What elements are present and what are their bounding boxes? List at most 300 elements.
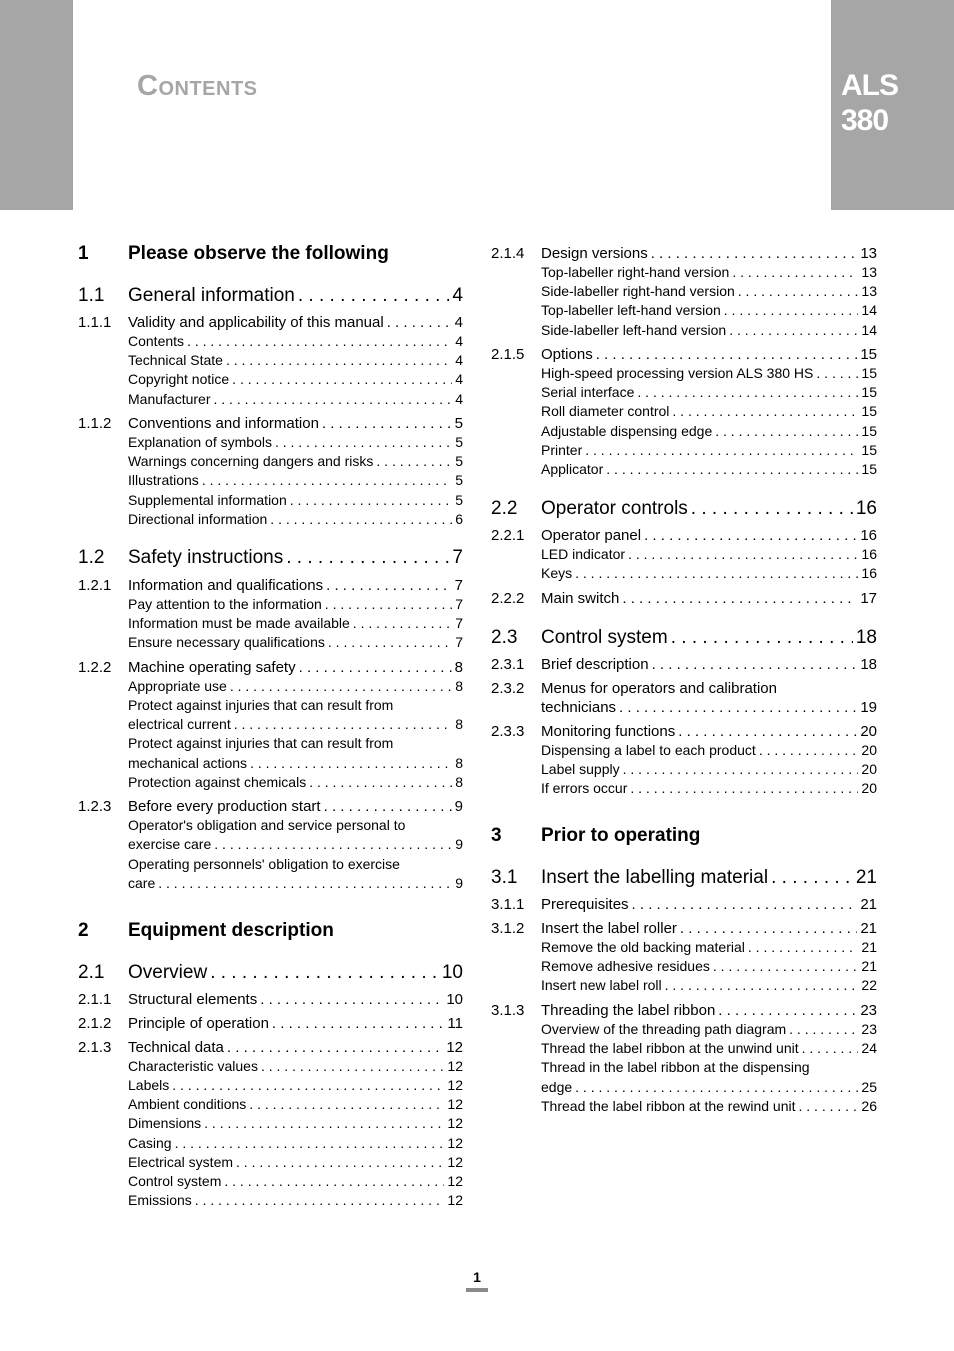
toc-leader-dots <box>771 867 853 888</box>
toc-entry <box>78 371 463 389</box>
toc-number: 2.1.1 <box>78 990 112 1008</box>
toc-title: General information <box>128 285 295 307</box>
toc-title: Protect against injuries that can result from <box>128 697 394 714</box>
toc-entry <box>491 565 877 583</box>
toc-title: Overview <box>128 962 208 984</box>
toc-line <box>128 314 463 331</box>
toc-line <box>541 939 877 955</box>
toc-line <box>128 798 463 815</box>
toc-entry <box>491 423 877 441</box>
toc-leader-dots <box>226 352 452 368</box>
toc-section <box>491 627 877 650</box>
model-line-2: 380 <box>841 104 889 137</box>
toc-entry <box>491 699 877 718</box>
toc-page: 7 <box>455 615 463 632</box>
toc-page: 15 <box>860 345 877 363</box>
page-title: CONTENTS <box>137 70 258 102</box>
toc-page: 9 <box>455 875 463 892</box>
model-name <box>841 68 898 138</box>
toc-line <box>128 991 463 1008</box>
toc-title: Keys <box>541 565 573 582</box>
toc-line <box>541 977 877 993</box>
toc-title: Insert new label roll <box>541 977 662 994</box>
toc-line <box>128 1039 463 1056</box>
toc-title: Side-labeller left-hand version <box>541 322 727 339</box>
toc-line <box>541 1079 877 1095</box>
toc-leader-dots <box>195 1192 445 1208</box>
toc-entry <box>78 314 463 333</box>
toc-line <box>541 527 877 544</box>
toc-entry <box>78 817 463 835</box>
toc-title: Directional information <box>128 511 268 528</box>
toc-number: 2.3.2 <box>491 679 525 697</box>
toc-entry <box>491 656 877 675</box>
toc-title: Ensure necessary qualifications <box>128 634 325 651</box>
toc-title: Emissions <box>128 1192 192 1209</box>
toc-entry <box>78 755 463 773</box>
toc-leader-dots <box>204 1115 444 1131</box>
toc-line <box>128 596 463 612</box>
toc-number: 1.2.3 <box>78 797 112 815</box>
toc-leader-dots <box>748 939 859 955</box>
toc-title: Adjustable dispensing edge <box>541 423 713 440</box>
toc-leader-dots <box>175 1135 445 1151</box>
toc-leader-dots <box>715 423 858 439</box>
toc-entry <box>491 920 877 939</box>
toc-chapter <box>78 243 463 266</box>
toc-entry <box>491 1098 877 1116</box>
toc-leader-dots <box>619 699 857 716</box>
toc-leader-dots <box>729 322 858 338</box>
toc-leader-dots <box>286 547 449 568</box>
toc-leader-dots <box>623 761 859 777</box>
toc-entry <box>491 365 877 383</box>
toc-entry <box>491 384 877 402</box>
toc-page: 5 <box>455 434 463 451</box>
toc-entry <box>78 511 463 529</box>
toc-page: 4 <box>455 333 463 350</box>
toc-title: Top-labeller left-hand version <box>541 302 721 319</box>
toc-leader-dots <box>732 264 858 280</box>
toc-title: Prerequisites <box>541 895 629 913</box>
toc-entry <box>78 659 463 678</box>
toc-title: Copyright notice <box>128 371 230 388</box>
toc-leader-dots <box>680 920 857 937</box>
toc-number: 2.2.1 <box>491 526 525 544</box>
toc-line <box>541 384 877 400</box>
toc-title: Insert the labelling material <box>541 867 769 889</box>
toc-page: 8 <box>455 678 463 695</box>
toc-page: 17 <box>860 589 877 607</box>
toc-leader-dots <box>802 1040 859 1056</box>
toc-leader-dots <box>210 962 439 983</box>
toc-page: 10 <box>446 990 463 1008</box>
toc-page: 7 <box>452 547 463 569</box>
toc-page: 21 <box>861 958 877 975</box>
toc-line <box>128 285 463 306</box>
toc-leader-dots <box>652 656 858 673</box>
toc-page: 7 <box>455 634 463 651</box>
toc-line <box>128 453 463 469</box>
toc-leader-dots <box>249 1096 444 1112</box>
toc-leader-dots <box>665 977 859 993</box>
toc-entry <box>491 680 877 699</box>
toc-title: Warnings concerning dangers and risks <box>128 453 374 470</box>
toc-line <box>128 1154 463 1170</box>
toc-leader-dots <box>232 371 452 387</box>
toc-page: 21 <box>855 867 877 889</box>
toc-title: Prior to operating <box>541 825 701 847</box>
toc-entry <box>491 403 877 421</box>
toc-chapter <box>491 825 877 848</box>
toc-title: Dispensing a label to each product <box>541 742 756 759</box>
toc-page: 5 <box>454 414 463 432</box>
toc-number: 3 <box>491 825 502 847</box>
toc-line <box>128 659 463 676</box>
toc-leader-dots <box>261 1058 444 1074</box>
toc-title: Design versions <box>541 244 648 262</box>
toc-leader-dots <box>325 596 452 612</box>
toc-line <box>541 958 877 974</box>
toc-page: 13 <box>861 283 877 300</box>
toc-title: Equipment description <box>128 920 334 942</box>
toc-page: 20 <box>861 780 877 797</box>
toc-entry <box>78 1015 463 1034</box>
toc-title: Casing <box>128 1135 172 1152</box>
toc-title: Label supply <box>541 761 620 778</box>
toc-line <box>541 302 877 318</box>
toc-number: 2.1.4 <box>491 244 525 262</box>
toc-entry <box>78 1173 463 1191</box>
toc-entry <box>78 875 463 893</box>
toc-title: Printer <box>541 442 583 459</box>
toc-entry <box>78 716 463 734</box>
toc-line <box>541 896 877 913</box>
toc-section <box>78 547 463 570</box>
toc-line <box>128 577 463 594</box>
toc-page: 12 <box>446 1038 463 1056</box>
toc-leader-dots <box>353 615 452 631</box>
toc-entry <box>78 774 463 792</box>
toc-entry <box>78 596 463 614</box>
toc-title: Machine operating safety <box>128 658 296 676</box>
toc-title: Information and qualifications <box>128 576 324 594</box>
toc-line <box>128 634 463 650</box>
toc-line <box>128 415 463 432</box>
toc-page: 9 <box>454 797 463 815</box>
toc-page: 10 <box>441 962 463 984</box>
toc-number: 2.1.2 <box>78 1014 112 1032</box>
toc-entry <box>491 939 877 957</box>
model-line-1: ALS <box>841 69 898 102</box>
toc-line <box>541 498 877 519</box>
toc-line <box>128 434 463 450</box>
toc-title: Information must be made available <box>128 615 350 632</box>
toc-title: Roll diameter control <box>541 403 670 420</box>
toc-title: Manufacturer <box>128 391 211 408</box>
toc-line <box>128 1192 463 1208</box>
toc-entry <box>491 302 877 320</box>
toc-number: 3.1.3 <box>491 1001 525 1019</box>
toc-title: Technical data <box>128 1038 224 1056</box>
toc-entry <box>491 346 877 365</box>
toc-title: Validity and applicability of this manual <box>128 313 384 331</box>
toc-line <box>128 547 463 568</box>
toc-title: Dimensions <box>128 1115 202 1132</box>
toc-title: Brief description <box>541 655 649 673</box>
toc-entry <box>78 798 463 817</box>
toc-line <box>128 875 463 891</box>
toc-page: 18 <box>855 627 877 649</box>
toc-page: 15 <box>861 423 877 440</box>
toc-title: Principle of operation <box>128 1014 269 1032</box>
toc-entry <box>78 1039 463 1058</box>
toc-line <box>541 1002 877 1019</box>
toc-section <box>491 867 877 890</box>
toc-title: Electrical system <box>128 1154 234 1171</box>
toc-line <box>541 920 877 937</box>
toc-section <box>491 498 877 521</box>
toc-entry <box>491 1059 877 1077</box>
toc-entry <box>491 958 877 976</box>
toc-line <box>541 627 877 648</box>
toc-entry <box>491 1079 877 1097</box>
toc-line <box>541 565 877 581</box>
toc-line <box>541 365 877 381</box>
toc-entry <box>78 434 463 452</box>
toc-entry <box>78 615 463 633</box>
toc-leader-dots <box>718 1002 857 1019</box>
toc-page: 26 <box>861 1098 877 1115</box>
toc-line <box>128 511 463 527</box>
toc-title: Appropriate use <box>128 678 227 695</box>
toc-page: 5 <box>455 453 463 470</box>
toc-title: Characteristic values <box>128 1058 258 1075</box>
toc-title: Operator's obligation and service personal to <box>128 817 406 834</box>
toc-leader-dots <box>309 774 452 790</box>
toc-title: Serial interface <box>541 384 635 401</box>
toc-title: Applicator <box>541 461 604 478</box>
toc-page: 12 <box>447 1096 463 1113</box>
toc-chapter <box>78 920 463 943</box>
toc-leader-dots <box>172 1077 444 1093</box>
toc-number: 2.1.5 <box>491 345 525 363</box>
toc-page: 16 <box>861 546 877 563</box>
toc-page: 22 <box>861 977 877 994</box>
toc-leader-dots <box>630 780 858 796</box>
toc-page: 12 <box>447 1115 463 1132</box>
toc-title: Options <box>541 345 593 363</box>
toc-line <box>541 423 877 439</box>
toc-page: 7 <box>454 576 463 594</box>
toc-line <box>128 1135 463 1151</box>
toc-entry <box>78 577 463 596</box>
toc-leader-dots <box>298 285 450 306</box>
toc-leader-dots <box>738 283 859 299</box>
toc-page: 24 <box>861 1040 877 1057</box>
toc-title: Before every production start <box>128 797 321 815</box>
toc-page: 15 <box>861 461 877 478</box>
toc-line <box>541 245 877 262</box>
toc-entry <box>491 322 877 340</box>
toc-leader-dots <box>326 577 452 594</box>
toc-line <box>541 264 877 280</box>
toc-entry <box>78 1096 463 1114</box>
toc-page: 23 <box>860 1001 877 1019</box>
toc-title: Side-labeller right-hand version <box>541 283 735 300</box>
toc-entry <box>78 492 463 510</box>
toc-leader-dots <box>324 798 452 815</box>
toc-entry <box>78 697 463 715</box>
toc-page: 8 <box>455 755 463 772</box>
toc-page: 4 <box>455 391 463 408</box>
toc-page: 16 <box>861 565 877 582</box>
toc-number: 2.1.3 <box>78 1038 112 1056</box>
toc-entry <box>491 527 877 546</box>
toc-title: care <box>128 875 156 892</box>
toc-title: Remove adhesive residues <box>541 958 710 975</box>
toc-page: 12 <box>447 1192 463 1209</box>
toc-entry <box>491 780 877 798</box>
toc-page: 5 <box>455 472 463 489</box>
toc-number: 1.1.2 <box>78 414 112 432</box>
toc-title: Control system <box>128 1173 222 1190</box>
toc-line <box>128 1115 463 1131</box>
toc-title: Threading the label ribbon <box>541 1001 716 1019</box>
toc-line <box>128 836 463 852</box>
toc-leader-dots <box>575 1079 858 1095</box>
toc-title: Insert the label roller <box>541 919 677 937</box>
toc-title: edge <box>541 1079 573 1096</box>
toc-entry <box>491 896 877 915</box>
toc-line <box>128 962 463 983</box>
toc-page: 4 <box>454 313 463 331</box>
toc-page: 11 <box>447 1014 463 1032</box>
toc-line <box>541 1098 877 1114</box>
toc-title: Contents <box>128 333 185 350</box>
toc-leader-dots <box>628 546 858 562</box>
toc-number: 2.3.3 <box>491 722 525 740</box>
toc-leader-dots <box>632 896 858 913</box>
toc-entry <box>491 1002 877 1021</box>
toc-page: 13 <box>860 244 877 262</box>
toc-line <box>128 1077 463 1093</box>
toc-page: 12 <box>447 1135 463 1152</box>
toc-title: Remove the old backing material <box>541 939 745 956</box>
toc-page: 12 <box>447 1173 463 1190</box>
toc-entry <box>491 723 877 742</box>
toc-page: 15 <box>861 365 877 382</box>
toc-line <box>128 716 463 732</box>
toc-number: 1.2.1 <box>78 576 112 594</box>
toc-leader-dots <box>158 875 452 891</box>
toc-entry <box>78 352 463 370</box>
toc-title: Labels <box>128 1077 170 1094</box>
toc-title: Operator controls <box>541 498 688 520</box>
toc-page: 16 <box>855 498 877 520</box>
toc-title: exercise care <box>128 836 212 853</box>
toc-line <box>128 678 463 694</box>
toc-entry <box>78 1192 463 1210</box>
toc-line <box>541 761 877 777</box>
toc-section <box>78 962 463 985</box>
toc-title: Operating personnels' obligation to exercise <box>128 856 400 873</box>
toc-title: Operator panel <box>541 526 642 544</box>
toc-entry <box>78 678 463 696</box>
toc-leader-dots <box>272 1015 445 1032</box>
toc-leader-dots <box>299 659 452 676</box>
toc-number: 1.2.2 <box>78 658 112 676</box>
toc-entry <box>491 1040 877 1058</box>
toc-leader-dots <box>202 472 452 488</box>
toc-page: 4 <box>455 352 463 369</box>
toc-leader-dots <box>622 590 857 607</box>
toc-leader-dots <box>713 958 859 974</box>
toc-number: 1 <box>78 243 89 265</box>
toc-line <box>541 322 877 338</box>
toc-line <box>128 1096 463 1112</box>
toc-leader-dots <box>575 565 858 581</box>
toc-page: 15 <box>861 442 877 459</box>
toc-leader-dots <box>290 492 452 508</box>
toc-leader-dots <box>678 723 857 740</box>
toc-title: Protect against injuries that can result from <box>128 735 394 752</box>
toc-line <box>128 755 463 771</box>
toc-entry <box>78 391 463 409</box>
toc-entry <box>78 735 463 753</box>
toc-leader-dots <box>187 333 452 349</box>
toc-title: Conventions and information <box>128 414 319 432</box>
toc-leader-dots <box>224 1173 444 1189</box>
toc-line <box>541 699 877 716</box>
toc-page: 13 <box>861 264 877 281</box>
toc-page: 20 <box>861 761 877 778</box>
toc-line <box>541 442 877 458</box>
toc-title: High-speed processing version ALS 380 HS <box>541 365 814 382</box>
toc-page: 21 <box>860 919 877 937</box>
toc-title: electrical current <box>128 716 231 733</box>
toc-entry <box>78 453 463 471</box>
toc-line <box>541 546 877 562</box>
toc-leader-dots <box>234 716 453 732</box>
toc-number: 3.1.1 <box>491 895 525 913</box>
toc-entry <box>491 761 877 779</box>
toc-page: 6 <box>455 511 463 528</box>
toc-line <box>541 656 877 673</box>
toc-entry <box>78 836 463 854</box>
toc-title: Structural elements <box>128 990 258 1008</box>
toc-leader-dots <box>250 755 452 771</box>
toc-entry <box>491 245 877 264</box>
toc-line <box>128 333 463 349</box>
toc-page: 4 <box>452 285 463 307</box>
toc-line <box>128 1173 463 1189</box>
toc-page: 14 <box>861 302 877 319</box>
toc-entry <box>491 461 877 479</box>
toc-line <box>128 492 463 508</box>
toc-entry <box>78 1077 463 1095</box>
toc-title: LED indicator <box>541 546 626 563</box>
toc-line <box>128 774 463 790</box>
toc-leader-dots <box>637 384 858 400</box>
toc-title: Thread the label ribbon at the rewind unit <box>541 1098 796 1115</box>
toc-page: 12 <box>447 1058 463 1075</box>
toc-page: 8 <box>455 716 463 733</box>
toc-title: Illustrations <box>128 472 199 489</box>
toc-entry <box>78 1135 463 1153</box>
toc-page: 15 <box>861 384 877 401</box>
toc-leader-dots <box>691 498 853 519</box>
